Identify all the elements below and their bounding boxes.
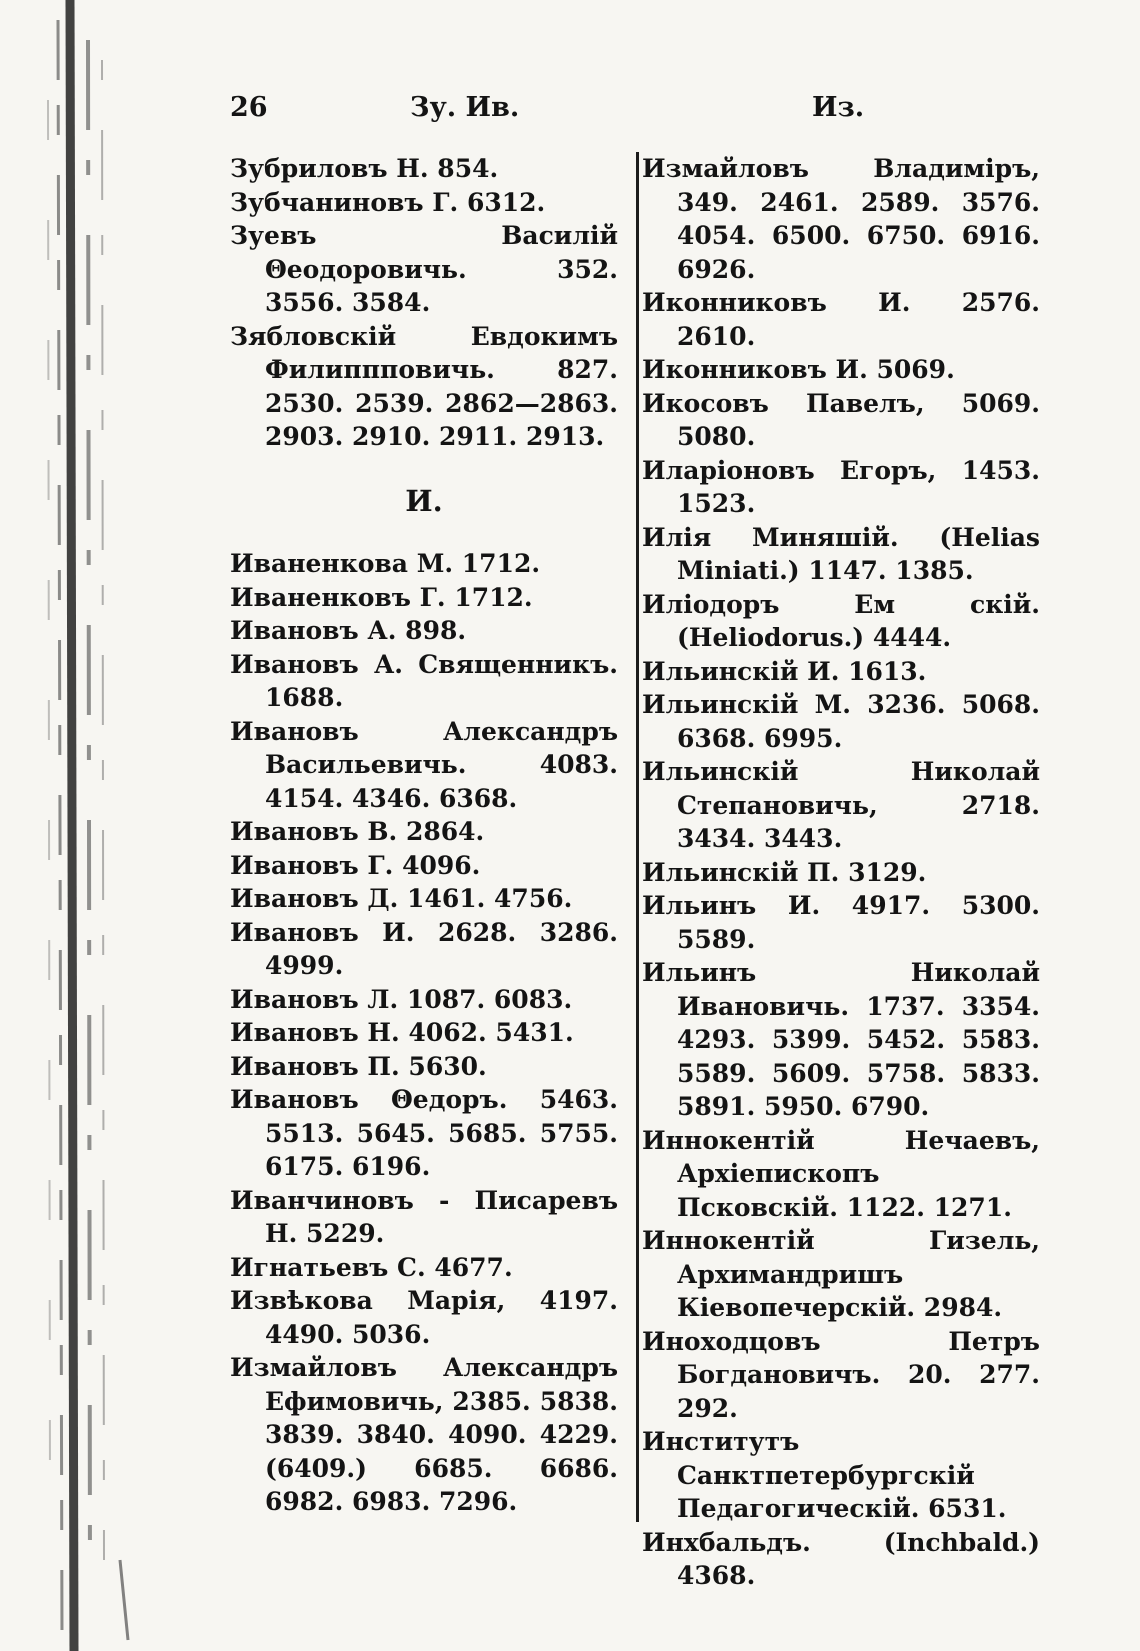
index-entry: Иларіоновъ Егоръ, 1453. 1523. (642, 455, 1040, 518)
index-entry: Иннокентій Гизель, Архимандришъ Кіевопечерскій. 2984. (642, 1226, 1040, 1322)
index-entry: Зябловскій Евдокимъ Филиппповичь. 827. 2530. 2539. 2862—2863. 2903. 2910. 2911. 2913. (230, 321, 618, 451)
index-entry: Зуевъ Василій Θеодоровичь. 352. 3556. 3584. (230, 221, 618, 317)
index-entry: Ивановъ А. Священникъ. 1688. (230, 649, 618, 712)
index-entry: Иконниковъ И. 5069. (642, 355, 955, 384)
index-entry: Икосовъ Павелъ, 5069. 5080. (642, 388, 1040, 451)
index-entry: Ильинскій М. 3236. 5068. 6368. 6995. (642, 690, 1040, 753)
index-entry: Иноходцовъ Петръ Богдановичъ. 20. 277. 292. (642, 1326, 1040, 1423)
left-column (230, 152, 618, 1519)
index-entry: Игнатьевъ С. 4677. (230, 1252, 513, 1282)
index-entry: Ильинскій И. 1613. (642, 656, 927, 686)
index-entry: Ильинъ И. 4917. 5300. 5589. (642, 891, 1040, 954)
index-entry: Измайловъ Александръ Ефимовичь, 2385. 5838. 3839. 3840. 4090. 4229. (6409.) 6685. 6686. 6982. 6983. 7296. (230, 1353, 618, 1516)
index-entry: Иваненкова М. 1712. (230, 549, 541, 578)
index-entry: Иліодоръ Ем скій. (Heliodorus.) 4444. (642, 589, 1040, 652)
index-entry: Ивановъ Д. 1461. 4756. (230, 884, 573, 913)
binding-edge-shadow (40, 0, 190, 1651)
index-entry: Инхбальдъ. (Inchbald.) 4368. (642, 1527, 1040, 1590)
index-entry: Зубчаниновъ Г. 6312. (230, 187, 546, 217)
index-entry: Извѣкова Марія, 4197. 4490. 5036. (230, 1286, 618, 1349)
running-header (0, 92, 1140, 132)
column-divider (636, 152, 639, 1522)
index-entry: Ивановъ Г. 4096. (230, 850, 481, 880)
index-entry: Иванчиновъ - Писаревъ Н. 5229. (230, 1185, 618, 1248)
index-entry: Ильинскій Николай Степановичь, 2718. 3434. 3443. (642, 757, 1040, 853)
index-entry: Ивановъ П. 5630. (230, 1051, 487, 1081)
index-entry: Ивановъ А. 898. (230, 616, 467, 645)
index-entry: Ивановъ И. 2628. 3286. 4999. (230, 917, 618, 980)
index-entry: Иконниковъ И. 2576. 2610. (642, 288, 1040, 351)
index-entry: Иннокентій Нечаевъ, Архіепископъ Псковскій. 1122. 1271. (642, 1125, 1040, 1222)
right-column (642, 152, 1040, 1593)
index-entry: Ивановъ Александръ Васильевичь. 4083. 4154. 4346. 6368. (230, 716, 618, 813)
index-entry: Ильинскій П. 3129. (642, 857, 927, 887)
index-entry: Ивановъ В. 2864. (230, 817, 485, 846)
right-guide-word: Из. (812, 92, 865, 123)
index-entry: Ильинъ Николай Ивановичь. 1737. 3354. 4293. 5399. 5452. 5583. 5589. 5609. 5758. 5833. 5891. 5950. 6790. (642, 958, 1040, 1121)
index-entry: Ивановъ Н. 4062. 5431. (230, 1018, 574, 1047)
index-entry: Измайловъ Владиміръ, 349. 2461. 2589. 3576. 4054. 6500. 6750. 6916. 6926. (642, 154, 1040, 284)
page-number: 26 (230, 92, 268, 123)
left-guide-word: Зу. Ив. (410, 92, 520, 123)
index-entry: Ивановъ Л. 1087. 6083. (230, 984, 573, 1014)
index-entry: Зубриловъ Н. 854. (230, 154, 499, 183)
index-entry: Институтъ Санктпетербургскій Педагогическій. 6531. (642, 1427, 1007, 1523)
index-entry: Илія Миняшій. (Helias Miniati.) 1147. 1385. (642, 522, 1040, 585)
index-entry: Иваненковъ Г. 1712. (230, 582, 533, 612)
section-heading: И. (405, 483, 443, 518)
index-entry: Ивановъ Θедоръ. 5463. 5513. 5645. 5685. 5755. 6175. 6196. (230, 1085, 618, 1181)
